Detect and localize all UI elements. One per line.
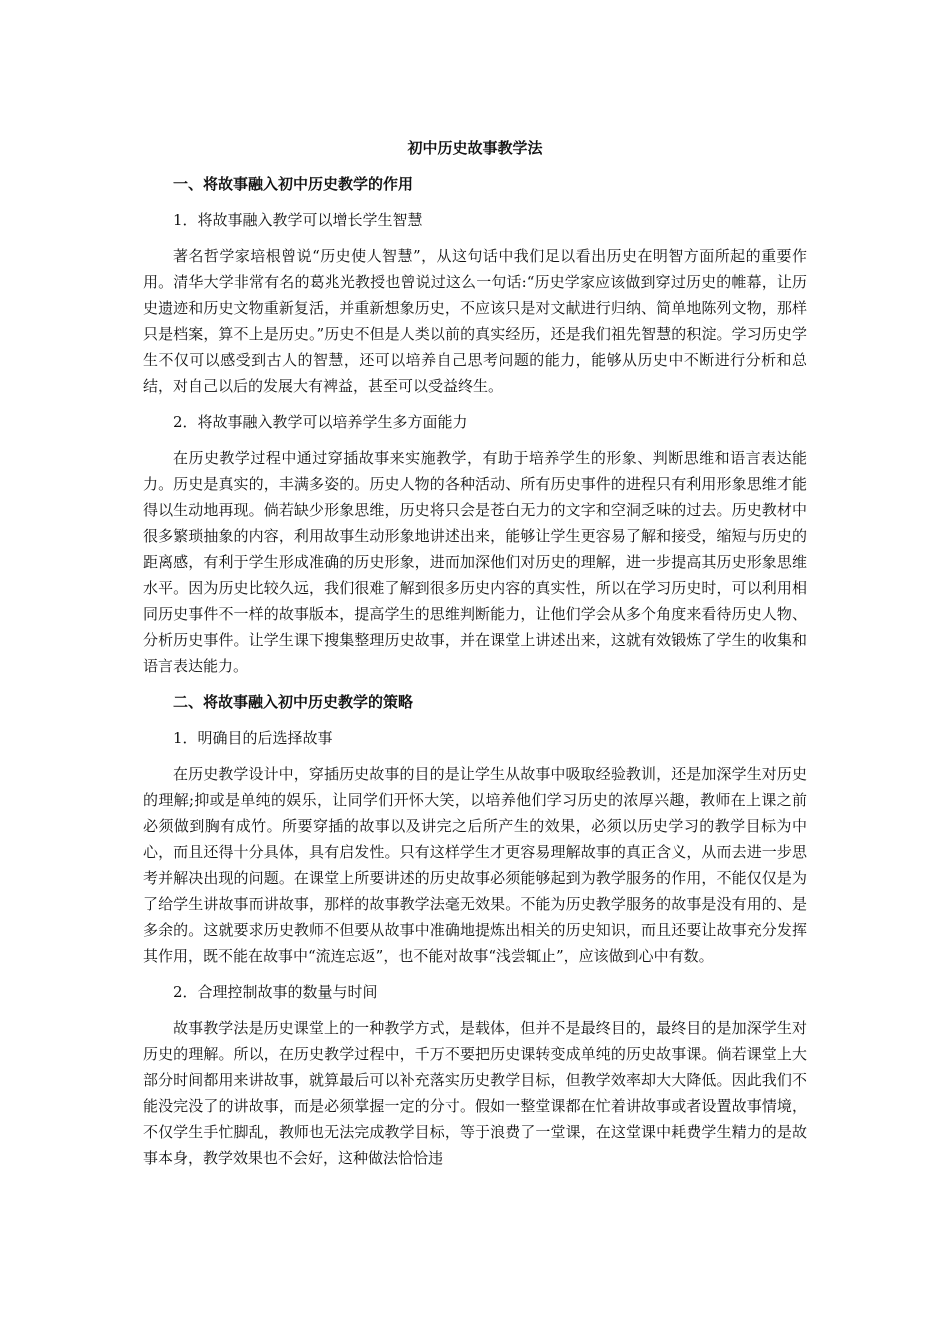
subheading-2-2: 2．合理控制故事的数量与时间	[173, 983, 378, 1001]
document-body	[143, 135, 807, 1181]
document-title: 初中历史故事教学法	[407, 139, 543, 157]
subheading-2-1: 1．明确目的后选择故事	[173, 729, 333, 747]
paragraph-1-1: 著名哲学家培根曾说“历史使人智慧”，从这句话中我们足以看出历史在明智方面所起的重要作用。清华大学非常有名的葛兆光教授也曾说过这么一句话:“历史学家应该做到穿过历史的帷幕，让历史遗迹和历史文物重新复活，并重新想象历史，不应该只是对文献进行归纳、简单地陈列文物，那样只是档案，算不上是历史。”历史不但是人类以前的真实经历，还是我们祖先智慧的积淀。学习历史学生不仅可以感受到古人的智慧，还可以培养自己思考问题的能力，能够从历史中不断进行分析和总结，对自己以后的发展大有裨益，甚至可以受益终生。	[143, 247, 807, 395]
paragraph-1-2: 在历史教学过程中通过穿插故事来实施教学，有助于培养学生的形象、判断思维和语言表达能力。历史是真实的，丰满多姿的。历史人物的各种活动、所有历史事件的进程只有利用形象思维才能得以生动地再现。倘若缺少形象思维，历史将只会是苍白无力的文字和空洞乏味的过去。历史教材中很多繁琐抽象的内容，利用故事生动形象地讲述出来，能够让学生更容易了解和接受，缩短与历史的距离感，有利于学生形成准确的历史形象，进而加深他们对历史的理解，进一步提高其历史形象思维水平。因为历史比较久远，我们很难了解到很多历史内容的真实性，所以在学习历史时，可以利用相同历史事件不一样的故事版本，提高学生的思维判断能力，让他们学会从多个角度来看待历史人物、分析历史事件。让学生课下搜集整理历史故事，并在课堂上讲述出来，这就有效锻炼了学生的收集和语言表达能力。	[143, 449, 807, 675]
paragraph-2-2: 故事教学法是历史课堂上的一种教学方式，是载体，但并不是最终目的，最终目的是加深学生对历史的理解。所以，在历史教学过程中，千万不要把历史课转变成单纯的历史故事课。倘若课堂上大部分时间都用来讲故事，就算最后可以补充落实历史教学目标，但教学效率却大大降低。因此我们不能没完没了的讲故事，而是必须掌握一定的分寸。假如一整堂课都在忙着讲故事或者设置故事情境，不仅学生手忙脚乱，教师也无法完成教学目标，等于浪费了一堂课，在这堂课中耗费学生精力的是故事本身，教学效果也不会好，这种做法恰恰违	[143, 1019, 807, 1167]
paragraph-2-1: 在历史教学设计中，穿插历史故事的目的是让学生从故事中吸取经验教训，还是加深学生对历史的理解;抑或是单纯的娱乐，让同学们开怀大笑，以培养他们学习历史的浓厚兴趣，教师在上课之前必须做到胸有成竹。所要穿插的故事以及讲完之后所产生的效果，必须以历史学习的教学目标为中心，而且还得十分具体，具有启发性。只有这样学生才更容易理解故事的真正含义，从而去进一步思考并解决出现的问题。在课堂上所要讲述的历史故事必须能够起到为教学服务的作用，不能仅仅是为了给学生讲故事而讲故事，那样的故事教学法毫无效果。不能为历史教学服务的故事是没有用的、是多余的。这就要求历史教师不但要从故事中准确地提炼出相关的历史知识，而且还要让故事充分发挥其作用，既不能在故事中“流连忘返”，也不能对故事“浅尝辄止”，应该做到心中有数。	[143, 765, 807, 965]
section-heading-1: 一、将故事融入初中历史教学的作用	[173, 175, 414, 193]
subheading-1-2: 2．将故事融入教学可以培养学生多方面能力	[173, 413, 468, 431]
subheading-1-1: 1．将故事融入教学可以增长学生智慧	[173, 211, 423, 229]
section-heading-2: 二、将故事融入初中历史教学的策略	[173, 693, 414, 711]
